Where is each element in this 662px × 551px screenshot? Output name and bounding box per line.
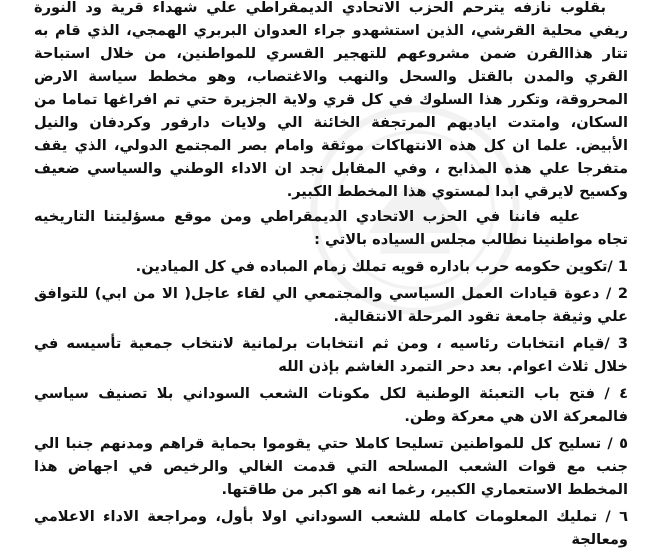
- demand-item-5: ٥ / تسليح كل للمواطنين تسليحا كاملا حتي يقوموا بحماية قراهم ومدنهم جنبا الي جنب مع قوات الشعب المسلحه التي قدمت الغالي والرخيص في اجهاض هذا المخطط الاستعماري الكبير، رغما انه هو اكبر من طاقتها.: [34, 435, 628, 498]
- demand-item-2: 2 / دعوة قيادات العمل السياسي والمجتمعي الي لقاء عاجل( الا من ابي) للتوافق علي وثيقة جامعة تقود المرحلة الانتقالية.: [34, 285, 628, 325]
- statement-body: [34, 0, 628, 551]
- demand-item-6: ٦ / تمليك المعلومات كامله للشعب السوداني اولا بأول، ومراجعة الاداء الاعلامي ومعالجة: [34, 508, 628, 548]
- demand-item-1: 1 /تكوين حكومه حرب باداره قويه تملك زمام المباده في كل الميادين.: [135, 258, 628, 275]
- demand-item-3: 3 /قيام انتخابات رئاسيه ، ومن ثم انتخابات برلمانية لانتخاب جمعية تأسيسه في خلال ثلاث اعوام. بعد دحر التمرد الغاشم بإذن الله: [34, 335, 628, 375]
- intro-paragraph: بقلوب نازفه يترحم الحزب الاتحادي الديمقراطي علي شهداء قرية ود النورة ريفي محلية القرشي، الذين استشهدو جراء العدوان البربري الهمجي، الذي قام به تتار هذاالقرن ضمن مشروعهم للتهجير القسري للمواطنين، من خلال استباحة القري والمدن بالقتل والسحل والنهب والاغتصاب، وهو مخطط سياسة الارض المحروقة، وتكرر هذا السلوك في كل قري ولاية الجزيرة حتي تم افراغها تماما من السكان، وامتدت اياديهم المرتجفة الخائنة الي ولايات دارفور وكردفان والنيل الأبيض. علما ان كل هذه الانتهاكات موثقة وامام بصر المجتمع الدولي، الذي يقف متفرجا علي هذه المذابح ، وفي المقابل نجد ان الاداء الوطني والسياسي ضعيف وكسيح لايرقي ابدا لمستوي هذا المخطط الكبير.: [34, 0, 628, 200]
- demand-item-4: ٤ / فتح باب التعبئة الوطنية لكل مكونات الشعب السوداني بلا تصنيف سياسي فالمعركة الان هي معركة وطن.: [34, 385, 628, 425]
- demands-lead-paragraph: عليه فاننا في الحزب الاتحادي الديمقراطي ومن موقع مسؤليتنا التاريخيه تجاه مواطنينا نطالب مجلس السياده بالاتي :: [34, 208, 628, 248]
